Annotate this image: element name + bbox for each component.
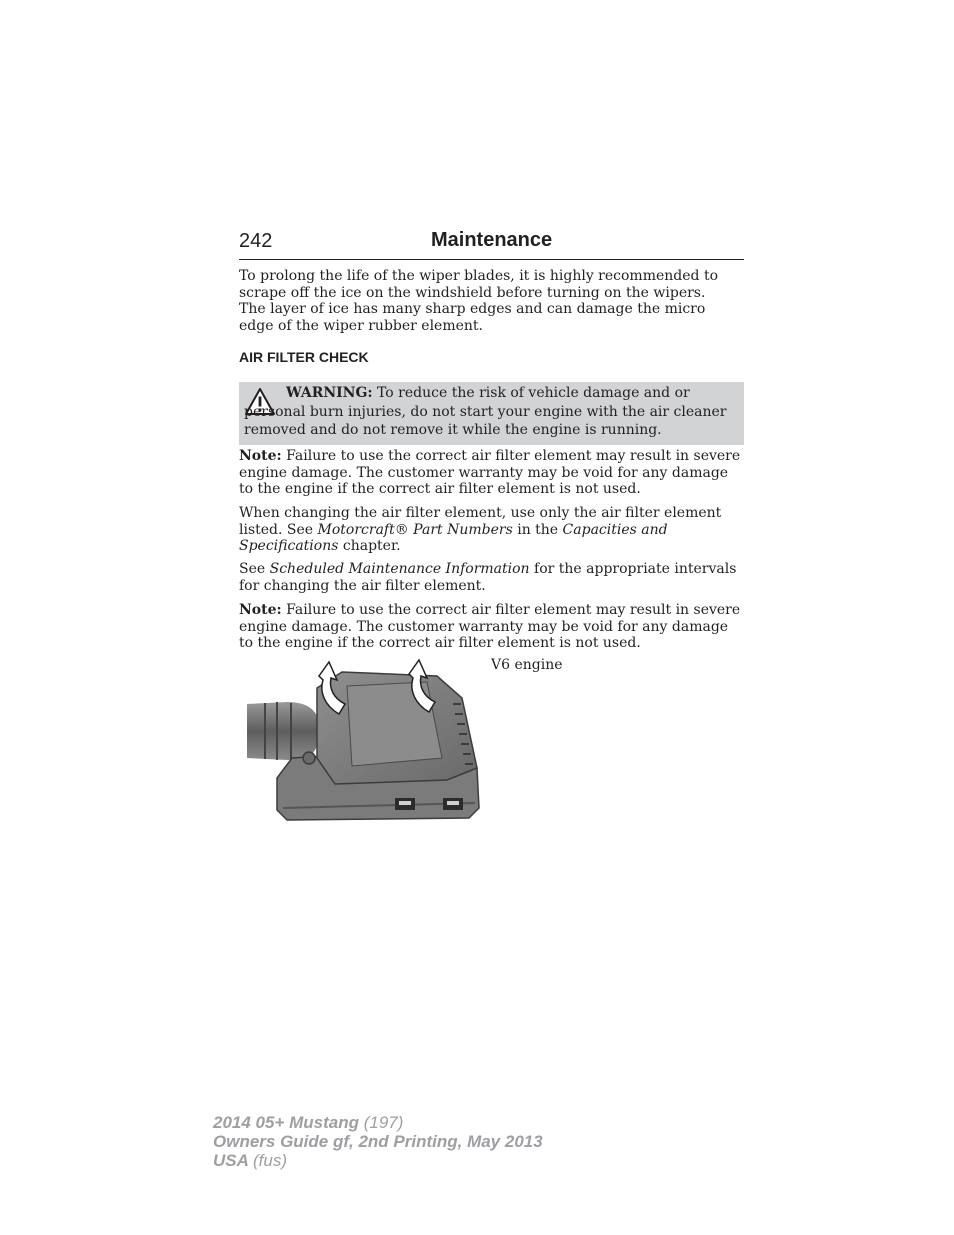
warning-body: To reduce the risk of vehicle damage and or personal burn injuries, do not start your engine with the air cleaner removed and do not remove it while the engine is running.: [244, 385, 727, 438]
warning-box: [239, 382, 744, 445]
note-text: Failure to use the correct air filter element may result in severe engine damage. The customer warranty may be void for any damage to the engine if the correct air filter element is not used.: [239, 602, 741, 651]
section-heading: AIR FILTER CHECK: [239, 349, 369, 365]
footer-code: (197): [363, 1113, 404, 1132]
reference-scheduled-maintenance: Scheduled Maintenance Information: [269, 561, 530, 577]
page-footer: [213, 1113, 543, 1170]
warning-label: WARNING:: [286, 385, 373, 401]
note-text: Failure to use the correct air filter element may result in severe engine damage. The customer warranty may be void for any damage to the engine if the correct air filter element is not used.: [239, 448, 741, 497]
note-paragraph: [239, 448, 744, 498]
page-header: [239, 229, 744, 260]
footer-line-2: Owners Guide gf, 2nd Printing, May 2013: [213, 1132, 543, 1151]
intro-paragraph: To prolong the life of the wiper blades, it is highly recommended to scrape off the ice on the windshield before turning on the wipers. The layer of ice has many sharp edges and can damage the micro edge of the wiper rubber element.: [239, 268, 718, 334]
footer-market: USA: [213, 1151, 249, 1170]
page-number: 242: [239, 230, 273, 252]
footer-model: 2014 05+ Mustang: [213, 1113, 359, 1132]
paragraph-text: chapter.: [342, 538, 401, 554]
footer-market-code: (fus): [253, 1151, 287, 1170]
schedule-paragraph: [239, 561, 744, 594]
footer-line-3: [213, 1151, 543, 1170]
footer-line-1: [213, 1113, 543, 1132]
note-paragraph: [239, 602, 744, 652]
paragraph-text: When changing the air filter element, use only the air filter element listed. See: [239, 505, 722, 538]
paragraph-text: in the: [517, 521, 559, 538]
replacement-paragraph: [239, 505, 744, 555]
reference-part-numbers: Motorcraft® Part Numbers: [317, 521, 513, 538]
air-filter-illustration: [247, 658, 482, 824]
note-label: Note:: [239, 448, 282, 464]
note-label: Note:: [239, 602, 282, 618]
warning-text: [244, 384, 734, 440]
chapter-title: Maintenance: [431, 229, 553, 251]
reference-capacities: Capacities and Specifications: [239, 521, 668, 554]
paragraph-text: for the appropriate intervals for changing the air filter element.: [239, 561, 737, 594]
paragraph-text: See: [239, 561, 266, 577]
figure-caption: V6 engine: [491, 657, 563, 673]
